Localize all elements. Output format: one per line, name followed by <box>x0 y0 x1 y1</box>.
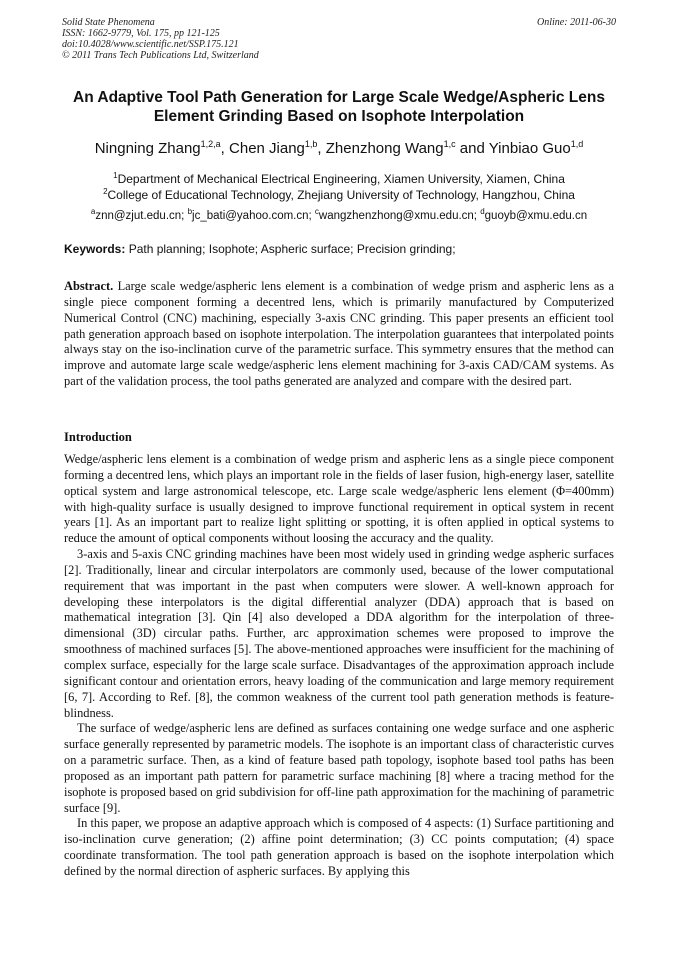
body-paragraph: The surface of wedge/aspheric lens are defined as surfaces containing one wedge surface and one aspheric surface generally represented by parametric models. The isophote is an important class of characteristic curves on a parametric surface. Then, as a kind of feature based path topology, isophote based tool paths has been proposed as an important path pattern for parametric surface machining [8] where a tracing method for the isophote is proposed based on grid subdivision for off-line path approximation for the machining of parametric surface [9]. <box>64 721 614 815</box>
title-line-2: Element Grinding Based on Isophote Interpolation <box>153 108 525 125</box>
affiliation-2 <box>30 187 648 203</box>
keywords-text: Path planning; Isophote; Aspheric surface; Precision grinding; <box>125 242 456 256</box>
affiliation-text: College of Educational Technology, Zhejiang University of Technology, Hangzhou, China <box>107 188 575 202</box>
author-name: Chen Jiang <box>229 140 305 157</box>
affiliation-mark: 1 <box>113 171 118 180</box>
body-paragraph: In this paper, we propose an adaptive approach which is composed of 4 aspects: (1) Surface partitioning and iso-inclination curve generation; (2) affine point determination; (3) CC points computation; (4) space coordinate transformation. The tool path generation approach is based on the isophote interpolation which defined by the normal direction of aspheric surfaces. By applying this <box>64 816 614 878</box>
email-mark: c <box>314 207 319 216</box>
keywords <box>64 242 616 257</box>
section-heading-introduction: Introduction <box>64 430 132 444</box>
email-address: znn@zjut.edu.cn; <box>95 210 188 222</box>
author-list <box>20 140 658 158</box>
author-affiliation-mark: 1,2,a <box>200 139 221 149</box>
author-name: Yinbiao Guo <box>488 140 571 157</box>
author-separator: and <box>455 140 489 157</box>
online-date: Online: 2011-06-30 <box>537 17 616 28</box>
email-address: guoyb@xmu.edu.cn <box>484 210 588 222</box>
journal-issn: ISSN: 1662-9779, Vol. 175, pp 121-125 <box>62 28 220 39</box>
body-paragraph: Wedge/aspheric lens element is a combination of wedge prism and aspheric lens as a single piece component forming a decentred lens, which plays an important role in the fields of laser fusion, high-energy laser, satellite optical system and large astronomical telescope, etc. Large scale wedge/aspheric lens element (Φ=400mm) with high-quality surface is usually designed to improve functional requirement in optical system in recent years [1]. As an important part to realize light splitting or spotting, it is often applied in optical systems to reduce the amount of optical components without loosing the accuracy and the quality. <box>64 452 614 546</box>
abstract-label: Abstract. <box>64 279 114 293</box>
title-line-1: An Adaptive Tool Path Generation for Large Scale Wedge/Aspheric Lens <box>73 89 605 106</box>
keywords-label: Keywords: <box>64 242 126 256</box>
author-name: Ningning Zhang <box>94 140 201 157</box>
journal-copyright: © 2011 Trans Tech Publications Ltd, Switzerland <box>62 50 259 61</box>
author-affiliation-mark: 1,c <box>443 139 456 149</box>
email-mark: b <box>187 207 193 216</box>
author-affiliation-mark: 1,b <box>304 139 318 149</box>
email-address: jc_bati@yahoo.com.cn; <box>192 210 315 222</box>
abstract <box>64 279 614 390</box>
paper-title <box>40 88 638 126</box>
author-name: Zhenzhong Wang <box>325 140 444 157</box>
affiliation-text: Department of Mechanical Electrical Engineering, Xiamen University, Xiamen, China <box>117 172 565 186</box>
author-separator: , <box>220 140 230 157</box>
journal-doi: doi:10.4028/www.scientific.net/SSP.175.121 <box>62 39 239 50</box>
journal-name: Solid State Phenomena <box>62 17 155 28</box>
journal-header <box>62 17 616 61</box>
author-separator: , <box>317 140 326 157</box>
author-affiliation-mark: 1,d <box>570 139 584 149</box>
affiliation-1 <box>30 171 648 187</box>
author-emails <box>30 209 648 224</box>
email-address: wangzhenzhong@xmu.edu.cn; <box>318 210 481 222</box>
body-paragraph: 3-axis and 5-axis CNC grinding machines have been most widely used in grinding wedge aspheric surfaces [2]. Traditionally, linear and circular interpolators are commonly used, because of the lower computational requirement that was important in the past when computers were slower. A well-known approach for developing these interpolators is the digital differential analyzer (DDA) approach that is based on mathematical integration [3]. Qin [4] also developed a DDA algorithm for the interpolation of three-dimensional (3D) circular paths. Further, arc approximation schemes were proposed to improve the smoothness of machined surfaces [5]. The above-mentioned approaches were insufficient for the machining of complex surface, especially for the large scale surface. Disadvantages of the approximation approach include significant contour and orientation errors, heavy loading of the communication and large memory requirement [6, 7]. According to Ref. [8], the common weakness of the current tool path generation methods is feature-blindness. <box>64 547 614 720</box>
affiliation-mark: 2 <box>103 187 108 196</box>
email-mark: a <box>90 207 96 216</box>
introduction-body <box>64 452 614 880</box>
abstract-text: Large scale wedge/aspheric lens element is a combination of wedge prism and aspheric lens as a single piece component forming a decentred lens, which is primarily manufactured by Computerized Numerical Control (CNC) machining, especially 3-axis CNC grinding. This paper presents an efficient tool path generation approach based on isophote interpolation. The interpolation guarantees that interpolated points always stay on the iso-inclination curve of the parametric surface. This symmetry ensures that the method can improve and automate large scale wedge/aspheric lens element machining for 3-axis CAD/CAM systems. As part of the validation process, the tool paths generated are analyzed and compare with the desired part. <box>64 279 614 389</box>
email-mark: d <box>480 207 485 216</box>
